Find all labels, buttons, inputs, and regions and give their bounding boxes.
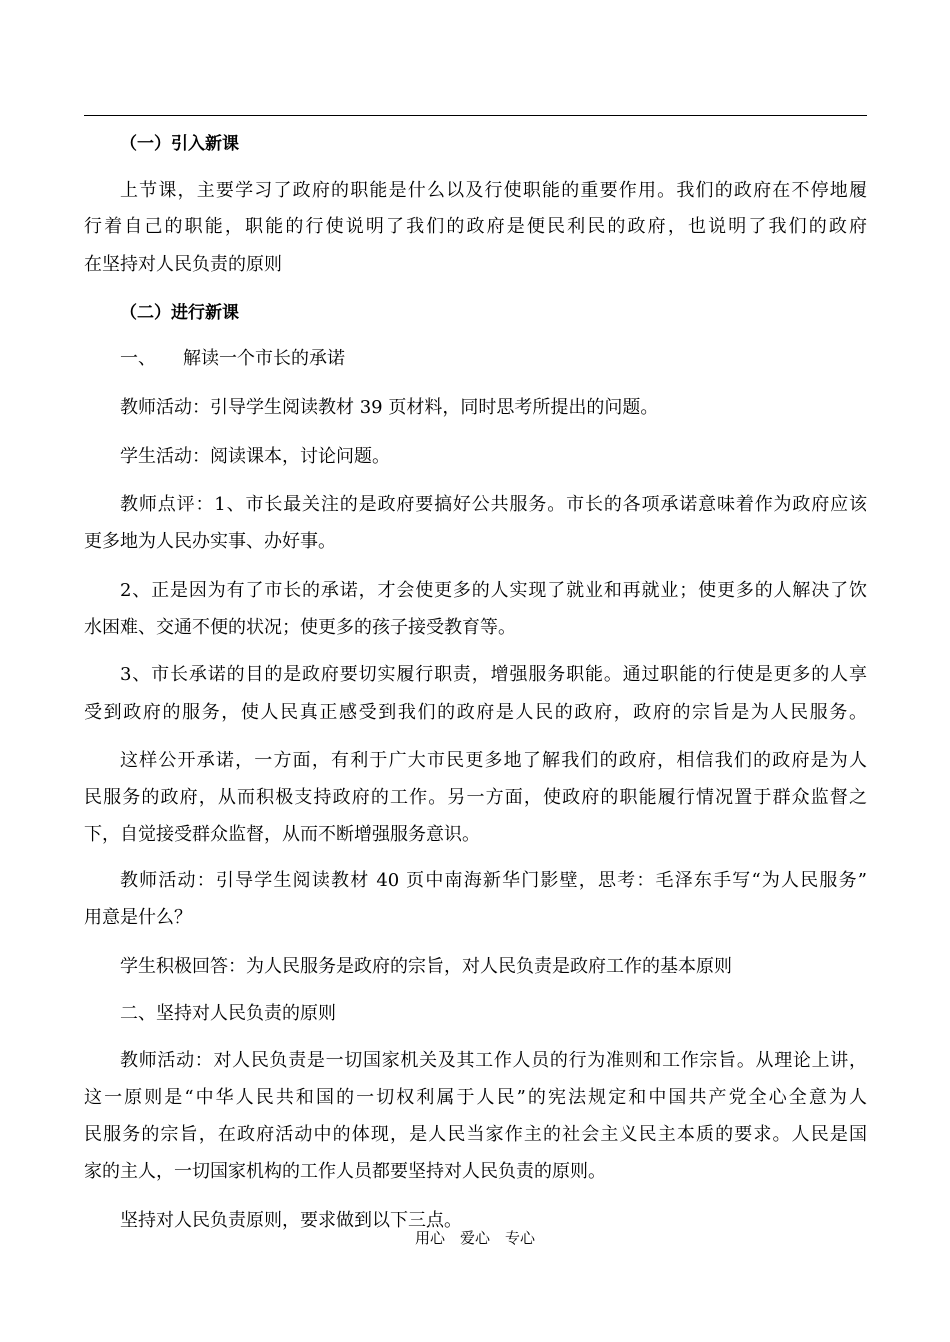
paragraph-line: 水困难、交通不便的状况；使更多的孩子接受教育等。 — [84, 617, 516, 638]
paragraph-line: 教师点评：1、市长最关注的是政府要搞好公共服务。市长的各项承诺意味着作为政府应该 — [120, 494, 867, 515]
paragraph-line: 学生活动：阅读课本，讨论问题。 — [120, 446, 390, 467]
paragraph-line: 民服务的政府，从而积极支持政府的工作。另一方面，使政府的职能履行情况置于群众监督之 — [84, 787, 867, 808]
paragraph-line: 3、市长承诺的目的是政府要切实履行职责，增强服务职能。通过职能的行使是更多的人享 — [120, 664, 867, 685]
paragraph-line: 这样公开承诺，一方面，有利于广大市民更多地了解我们的政府，相信我们的政府是为人 — [120, 750, 867, 771]
page-footer: 用心 爱心 专心 — [414, 1229, 535, 1247]
paragraph-line: 行着自己的职能，职能的行使说明了我们的政府是便民利民的政府，也说明了我们的政府 — [84, 216, 867, 237]
paragraph-line: 更多地为人民办实事、办好事。 — [84, 531, 336, 552]
paragraph-line: 教师活动：引导学生阅读教材 39 页材料，同时思考所提出的问题。 — [120, 397, 659, 418]
paragraph-line: 学生积极回答：为人民服务是政府的宗旨，对人民负责是政府工作的基本原则 — [120, 956, 732, 977]
paragraph-line: 受到政府的服务，使人民真正感受到我们的政府是人民的政府，政府的宗旨是为人民服务。 — [84, 702, 867, 723]
section-heading-new: （二）进行新课 — [120, 303, 239, 323]
paragraph-line: 在坚持对人民负责的原则 — [84, 254, 282, 275]
paragraph-line: 这一原则是“中华人民共和国的一切权利属于人民”的宪法规定和中国共产党全心全意为人 — [84, 1087, 867, 1108]
subsection-title: 二、坚持对人民负责的原则 — [120, 1003, 336, 1024]
paragraph-line: 民服务的宗旨，在政府活动中的体现，是人民当家作主的社会主义民主本质的要求。人民是国 — [84, 1124, 867, 1145]
paragraph-line: 上节课，主要学习了政府的职能是什么以及行使职能的重要作用。我们的政府在不停地履 — [120, 180, 867, 201]
section-heading-intro: （一）引入新课 — [120, 134, 239, 154]
paragraph-line: 用意是什么？ — [84, 907, 192, 928]
paragraph-line: 下，自觉接受群众监督，从而不断增强服务意识。 — [84, 824, 480, 845]
paragraph-line: 教师活动：对人民负责是一切国家机关及其工作人员的行为准则和工作宗旨。从理论上讲， — [120, 1050, 867, 1071]
paragraph-line: 家的主人，一切国家机构的工作人员都要坚持对人民负责的原则。 — [84, 1161, 606, 1182]
header-rule — [84, 115, 867, 116]
paragraph-line: 2、正是因为有了市长的承诺，才会使更多的人实现了就业和再就业；使更多的人解决了饮 — [120, 580, 867, 601]
subsection-title: 一、 解读一个市长的承诺 — [120, 348, 345, 369]
paragraph-line: 坚持对人民负责原则，要求做到以下三点。 — [120, 1210, 462, 1231]
paragraph-line: 教师活动：引导学生阅读教材 40 页中南海新华门影壁，思考：毛泽东手写“为人民服务” — [120, 870, 867, 891]
